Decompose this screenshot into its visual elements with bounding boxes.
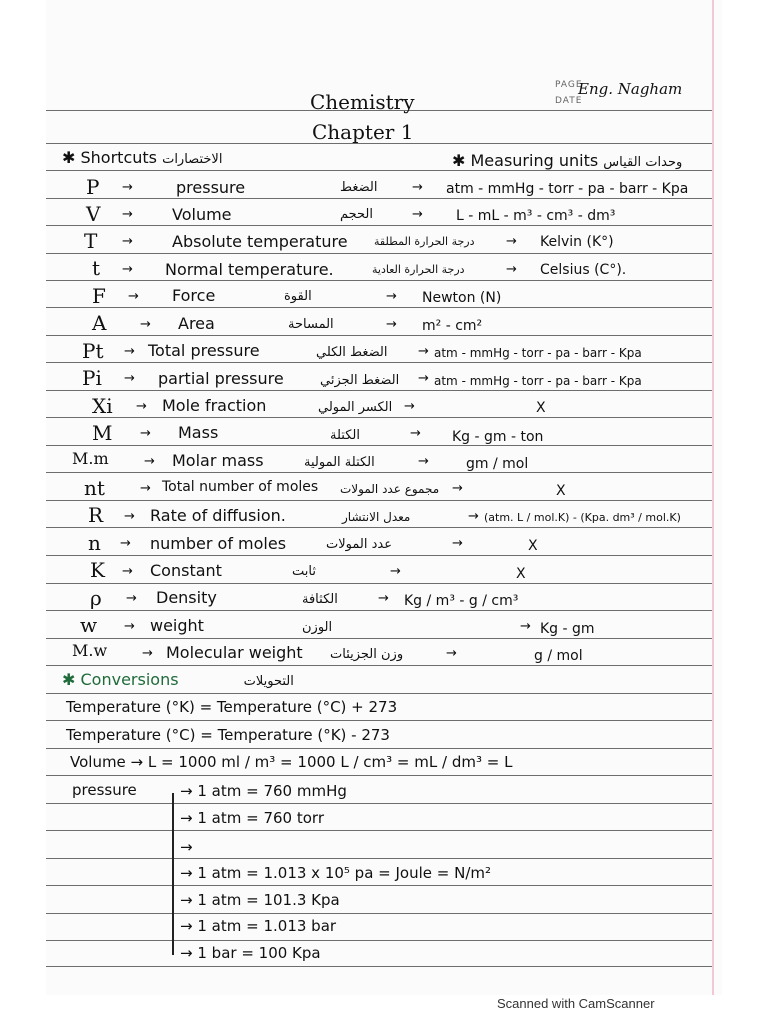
- shortcuts-heading-arabic: الاختصارات: [162, 152, 223, 167]
- ruled-line: [46, 253, 712, 254]
- ruled-line: [46, 583, 712, 584]
- pressure-conversion: → 1 atm = 1.013 bar: [180, 917, 337, 935]
- ruled-line: [46, 693, 712, 694]
- arabic-term: القوة: [284, 289, 312, 304]
- arrow-icon: →: [446, 646, 457, 661]
- arrow-icon: →: [140, 426, 151, 441]
- units: X: [516, 566, 526, 582]
- arabic-term: ثابت: [292, 564, 316, 579]
- ruled-line: [46, 362, 712, 363]
- pressure-conversion: → 1 atm = 101.3 Kpa: [180, 891, 340, 909]
- pressure-conversion: → 1 atm = 760 mmHg: [180, 782, 347, 800]
- arabic-term: الضغط الكلي: [316, 345, 388, 360]
- symbol: R: [88, 503, 104, 527]
- term: pressure: [176, 178, 246, 197]
- arrow-icon: →: [418, 371, 429, 386]
- arabic-term: درجة الحرارة المطلقة: [374, 235, 475, 248]
- symbol: M.m: [72, 449, 109, 468]
- arabic-term: الضغط: [340, 180, 378, 195]
- ruled-line: [46, 472, 712, 473]
- term: Constant: [150, 561, 222, 580]
- ruled-line: [46, 280, 712, 281]
- term: Mass: [178, 423, 219, 442]
- arabic-term: عدد المولات: [326, 537, 392, 552]
- asterisk-icon: ✱: [62, 148, 81, 167]
- ruled-line: [46, 748, 712, 749]
- arrow-icon: →: [136, 399, 147, 414]
- arrow-icon: →: [412, 207, 423, 222]
- arrow-icon: →: [120, 536, 131, 551]
- arrow-icon: →: [452, 536, 463, 551]
- arrow-icon: →: [412, 180, 423, 195]
- term: Density: [156, 588, 217, 607]
- units: atm - mmHg - torr - pa - barr - Kpa: [434, 346, 642, 360]
- arabic-term: الوزن: [302, 620, 333, 635]
- conversion-line: Temperature (°K) = Temperature (°C) + 273: [66, 698, 398, 716]
- arrow-icon: →: [390, 564, 401, 579]
- pressure-bracket: [172, 793, 174, 955]
- symbol: V: [86, 202, 101, 226]
- shortcuts-heading: ✱ Shortcuts الاختصارات: [62, 148, 223, 167]
- term: Force: [172, 286, 216, 305]
- conversions-heading: ✱ Conversions التحويلات: [62, 670, 294, 689]
- symbol: t: [92, 256, 101, 280]
- symbol: ρ: [90, 586, 102, 610]
- units: atm - mmHg - torr - pa - barr - Kpa: [434, 374, 642, 388]
- ruled-line: [46, 500, 712, 501]
- measuring-units-heading: ✱ Measuring units وحدات القياس: [452, 151, 683, 170]
- ruled-line: [46, 775, 712, 776]
- arrow-icon: →: [122, 180, 133, 195]
- margin-line: [712, 0, 714, 995]
- author-name: Eng. Nagham: [578, 80, 683, 98]
- units: X: [556, 483, 566, 499]
- arrow-icon: →: [506, 262, 517, 277]
- units: Kg - gm - ton: [452, 429, 544, 445]
- ruled-line: [46, 720, 712, 721]
- arrow-icon: →: [468, 509, 479, 524]
- ruled-line: [46, 198, 712, 199]
- term: Molar mass: [172, 451, 264, 470]
- arrow-icon: →: [452, 481, 463, 496]
- symbol: M.w: [72, 641, 108, 660]
- date-label: DATE: [555, 96, 583, 106]
- arrow-icon: →: [124, 619, 135, 634]
- arabic-term: الكتلة المولية: [304, 455, 375, 470]
- arabic-term: المساحة: [288, 317, 334, 332]
- units: atm - mmHg - torr - pa - barr - Kpa: [446, 181, 689, 197]
- ruled-line: [46, 885, 712, 886]
- arrow-icon: →: [180, 782, 193, 800]
- units: Kg - gm: [540, 621, 595, 637]
- page-label: PAGE: [555, 80, 583, 90]
- term: partial pressure: [158, 369, 284, 388]
- term: Molecular weight: [166, 643, 303, 662]
- term: Total pressure: [148, 341, 260, 360]
- arrow-icon: →: [144, 454, 155, 469]
- arrow-icon: →: [124, 509, 135, 524]
- ruled-line: [46, 445, 712, 446]
- arrow-icon: →: [124, 371, 135, 386]
- arrow-icon: →: [122, 564, 133, 579]
- term: Rate of diffusion.: [150, 506, 286, 525]
- arrow-icon: →: [180, 944, 193, 962]
- symbol: n: [88, 531, 101, 555]
- ruled-line: [46, 665, 712, 666]
- arabic-term: الكثافة: [302, 592, 338, 607]
- asterisk-icon: ✱: [452, 151, 471, 170]
- arrow-icon: →: [124, 344, 135, 359]
- arrow-icon: →: [140, 481, 151, 496]
- arabic-term: درجة الحرارة العادية: [372, 263, 465, 276]
- ruled-line: [46, 803, 712, 804]
- arrow-icon: →: [140, 317, 151, 332]
- symbol: K: [90, 558, 105, 582]
- arrow-icon: →: [180, 864, 193, 882]
- symbol: M: [92, 421, 113, 445]
- term: Volume: [172, 205, 232, 224]
- ruled-line: [46, 335, 712, 336]
- units: (atm. L / mol.K) - (Kpa. dm³ / mol.K): [484, 511, 681, 524]
- arrow-icon: →: [378, 591, 389, 606]
- symbol: F: [92, 284, 106, 308]
- pressure-conversion: → 1 bar = 100 Kpa: [180, 944, 321, 962]
- pressure-conversion: → 1 atm = 1.013 x 10⁵ pa = Joule = N/m²: [180, 864, 492, 882]
- units: m² - cm²: [422, 318, 483, 334]
- arabic-term: الضغط الجزئي: [320, 373, 400, 388]
- arrow-icon: →: [386, 289, 397, 304]
- arrow-icon: →: [128, 289, 139, 304]
- arabic-term: الحجم: [340, 207, 374, 222]
- ruled-line: [46, 830, 712, 831]
- ruled-line: [46, 638, 712, 639]
- arrow-icon: →: [404, 399, 415, 414]
- ruled-line: [46, 913, 712, 914]
- ruled-line: [46, 527, 712, 528]
- term: weight: [150, 616, 204, 635]
- arrow-icon: →: [122, 207, 133, 222]
- ruled-line: [46, 390, 712, 391]
- ruled-line: [46, 858, 712, 859]
- ruled-line: [46, 170, 712, 171]
- asterisk-icon: ✱: [62, 670, 81, 689]
- symbol: nt: [84, 476, 105, 500]
- arrow-icon: →: [418, 454, 429, 469]
- arabic-term: الكتلة: [330, 428, 360, 443]
- term: Total number of moles: [162, 479, 319, 495]
- chapter-title: Chapter 1: [312, 120, 414, 144]
- units: L - mL - m³ - cm³ - dm³: [456, 208, 616, 224]
- ruled-line: [46, 966, 712, 967]
- ruled-line: [46, 307, 712, 308]
- ruled-line: [46, 940, 712, 941]
- arrow-icon: →: [180, 891, 193, 909]
- term: Normal temperature.: [165, 260, 334, 279]
- conversion-line: Temperature (°C) = Temperature (°K) - 273: [66, 726, 390, 744]
- blank-arrow: [180, 838, 193, 856]
- arrow-icon: →: [142, 646, 153, 661]
- scanner-watermark: Scanned with CamScanner: [497, 996, 655, 1011]
- arrow-icon: →: [410, 426, 421, 441]
- arrow-icon: →: [122, 234, 133, 249]
- ruled-line: [46, 555, 712, 556]
- arrow-icon: →: [180, 838, 193, 856]
- units: Kelvin (K°): [540, 234, 614, 250]
- arrow-icon: →: [520, 619, 531, 634]
- pressure-conversion: → 1 atm = 760 torr: [180, 809, 324, 827]
- arrow-icon: →: [418, 344, 429, 359]
- symbol: Xi: [92, 394, 113, 418]
- term: Mole fraction: [162, 396, 267, 415]
- measuring-units-heading-arabic: وحدات القياس: [603, 155, 683, 170]
- pressure-label: pressure: [72, 781, 137, 799]
- symbol: T: [84, 229, 98, 253]
- units: Newton (N): [422, 290, 502, 306]
- arrow-icon: →: [386, 317, 397, 332]
- ruled-line: [46, 610, 712, 611]
- arabic-term: وزن الجزيئات: [330, 647, 404, 662]
- arabic-term: معدل الانتشار: [342, 510, 411, 524]
- units: X: [528, 538, 538, 554]
- symbol: Pt: [82, 339, 104, 363]
- symbol: A: [92, 311, 107, 335]
- arabic-term: مجموع عدد المولات: [340, 482, 440, 496]
- arrow-icon: →: [180, 809, 193, 827]
- arrow-icon: →: [506, 234, 517, 249]
- term: Absolute temperature: [172, 232, 348, 251]
- term: Area: [178, 314, 215, 333]
- symbol: P: [86, 175, 100, 199]
- units: Celsius (C°).: [540, 262, 627, 278]
- arabic-term: الكسر المولي: [318, 400, 393, 415]
- term: number of moles: [150, 534, 287, 553]
- page-title: Chemistry: [310, 90, 415, 114]
- conversions-heading-arabic: التحويلات: [243, 674, 294, 689]
- symbol: Pi: [82, 366, 102, 390]
- units: g / mol: [534, 648, 583, 664]
- arrow-icon: →: [122, 262, 133, 277]
- units: Kg / m³ - g / cm³: [404, 593, 519, 609]
- arrow-icon: →: [126, 591, 137, 606]
- arrow-icon: →: [180, 917, 193, 935]
- conversion-line: Volume → L = 1000 ml / m³ = 1000 L / cm³ = mL / dm³ = L: [70, 753, 513, 771]
- symbol: w: [80, 613, 98, 637]
- ruled-line: [46, 225, 712, 226]
- units: gm / mol: [466, 456, 529, 472]
- ruled-line: [46, 417, 712, 418]
- units: X: [536, 400, 546, 416]
